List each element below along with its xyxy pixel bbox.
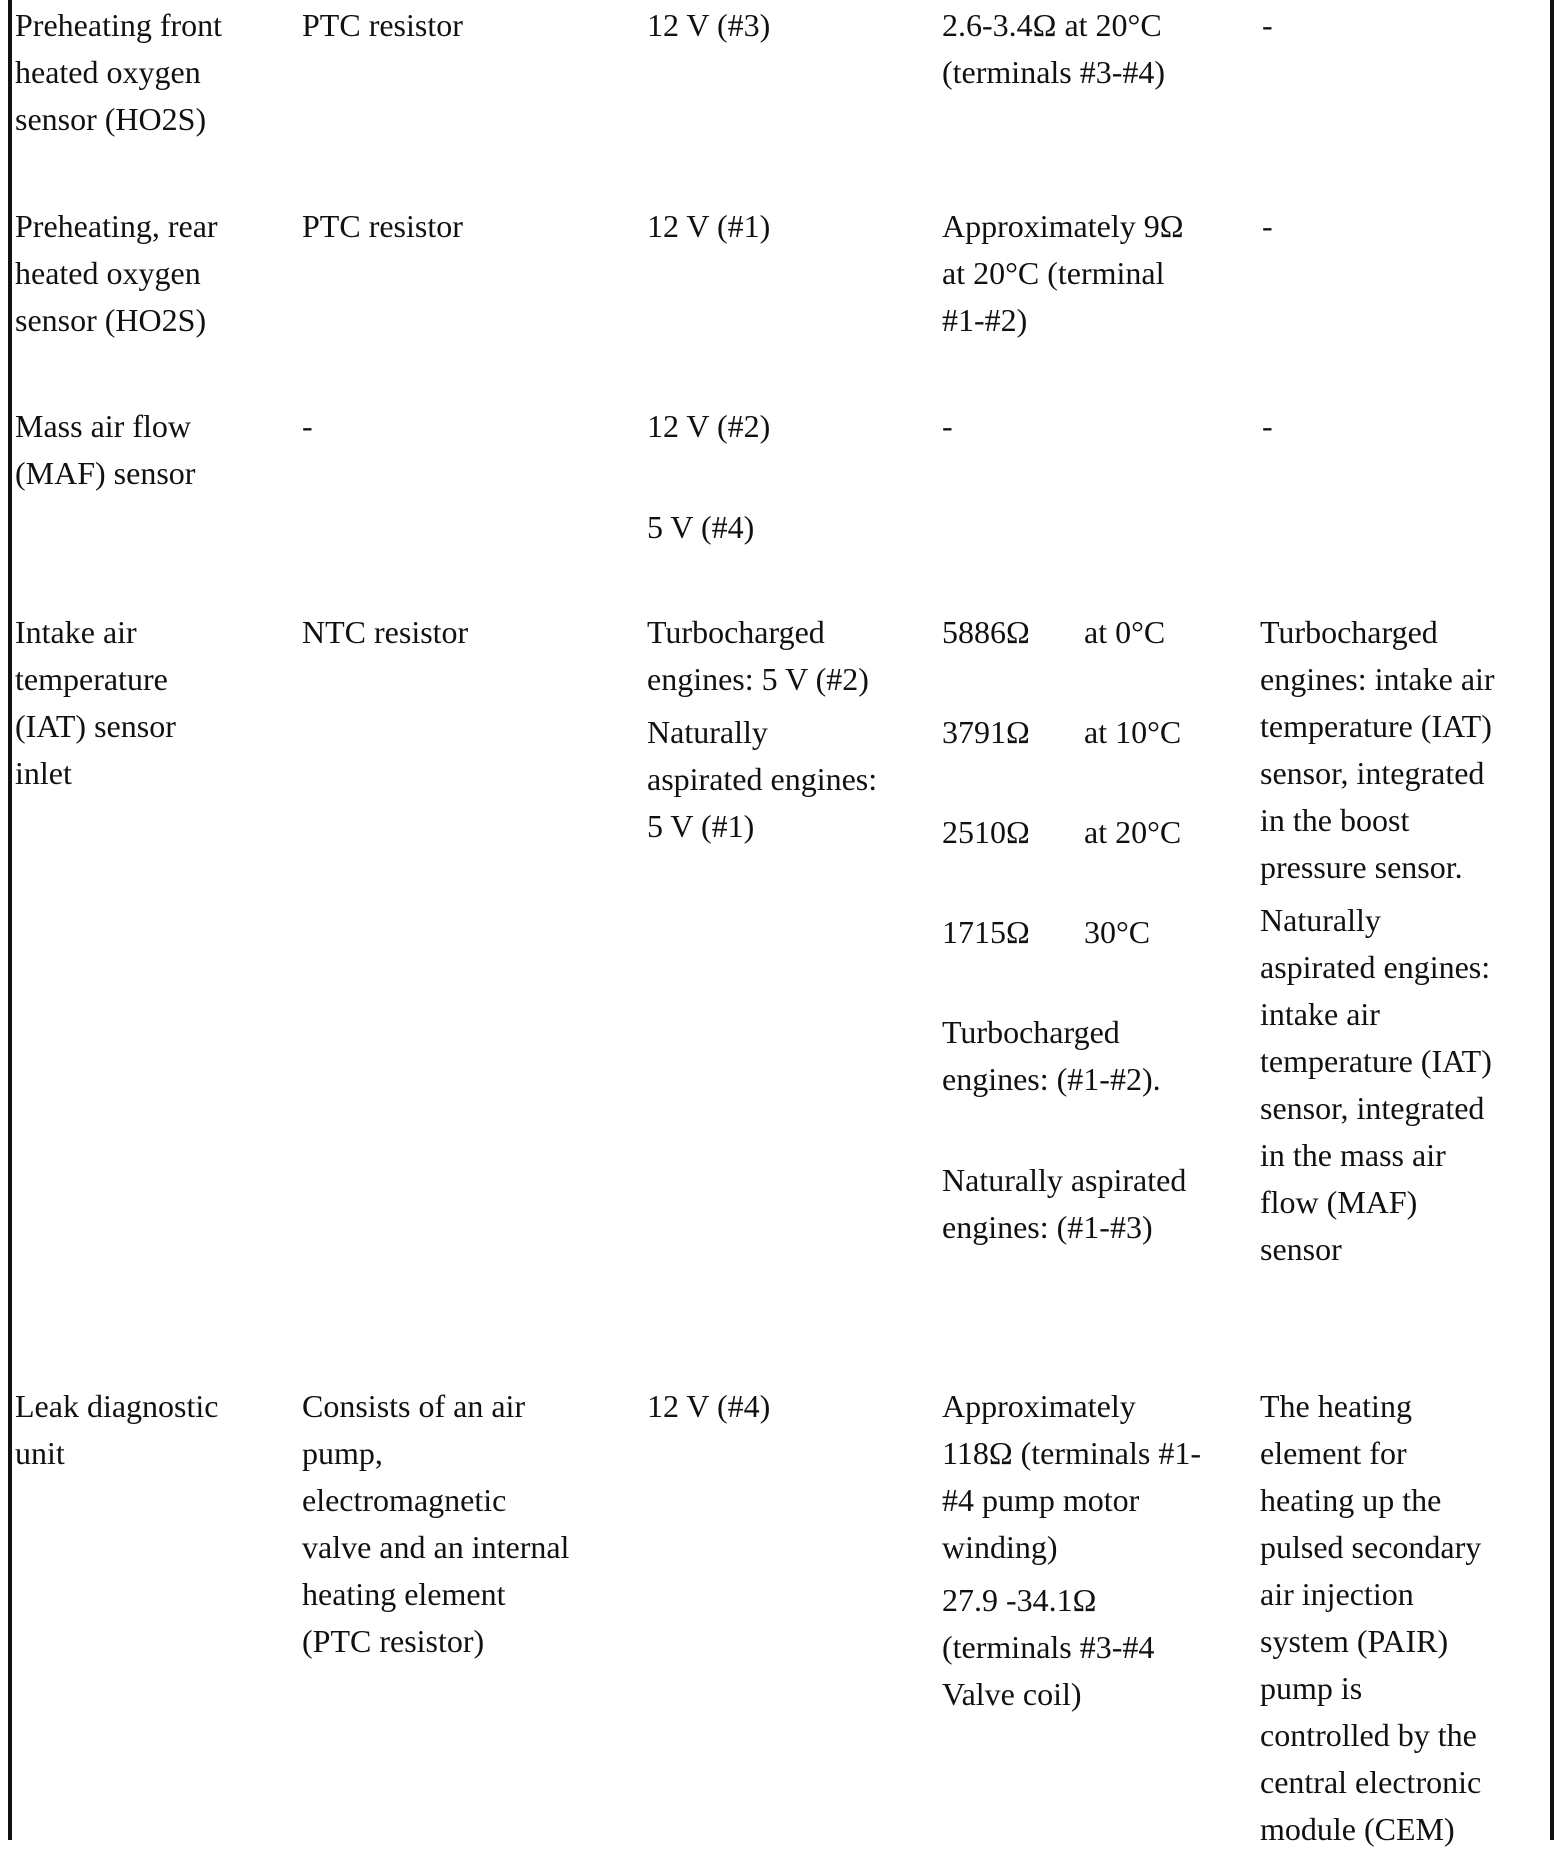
voltage-cell: 12 V (#1) <box>647 208 771 244</box>
resistance-na: Naturally aspirated engines: (#1-#3) <box>942 1162 1187 1245</box>
note-cell: Turbocharged engines: intake air temperature (IAT) sensor, integrated in the boost pressure sensor. Naturally aspirated engines: intake air temperature (IAT) sensor, integrated in the mass air flow (MAF) sensor <box>1260 614 1495 1267</box>
resistance-cell: Approximately 118Ω (terminals #1- #4 pump motor winding) 27.9 -34.1Ω (terminals #3-#4 Valve coil) <box>942 1388 1201 1712</box>
type-cell: PTC resistor <box>302 7 463 43</box>
resistance-turbo: Turbocharged engines: (#1-#2). <box>942 1014 1161 1097</box>
type-cell: Consists of an air pump, electromagnetic valve and an internal heating element (PTC resistor) <box>302 1388 570 1659</box>
component-cell: Preheating, rear heated oxygen sensor (HO2S) <box>15 208 218 338</box>
note-cell: - <box>1262 7 1273 43</box>
component-cell: Leak diagnostic unit <box>15 1388 219 1471</box>
resistance-cell: Approximately 9Ω at 20°C (terminal #1-#2) <box>942 208 1184 338</box>
resistance-cell: - <box>942 408 953 444</box>
component-cell: Mass air flow (MAF) sensor <box>15 408 196 491</box>
note-cell: The heating element for heating up the pulsed secondary air injection system (PAIR) pump is controlled by the central electronic module (CEM) <box>1260 1388 1482 1847</box>
type-cell: PTC resistor <box>302 208 463 244</box>
note-cell: - <box>1262 408 1273 444</box>
voltage-cell: 12 V (#3) <box>647 7 771 43</box>
resistance-cell: 2.6-3.4Ω at 20°C (terminals #3-#4) <box>942 7 1166 90</box>
note-cell: - <box>1262 208 1273 244</box>
table-right-border <box>1550 0 1554 1840</box>
type-cell: NTC resistor <box>302 614 469 650</box>
table-left-border <box>8 0 12 1840</box>
resistance-pair: 5886Ω at 0°C <box>942 614 1166 650</box>
resistance-pair: 3791Ω at 10°C <box>942 714 1182 750</box>
component-cell: Intake air temperature (IAT) sensor inlet <box>15 614 176 791</box>
resistance-pair: 2510Ω at 20°C <box>942 814 1182 850</box>
resistance-pair: 1715Ω 30°C <box>942 914 1151 950</box>
voltage-cell: Turbocharged engines: 5 V (#2) Naturally aspirated engines: 5 V (#1) <box>647 614 878 844</box>
voltage-cell: 12 V (#2) 5 V (#4) <box>647 408 771 545</box>
component-cell: Preheating front heated oxygen sensor (HO2S) <box>15 7 223 137</box>
type-cell: - <box>302 408 313 444</box>
voltage-cell: 12 V (#4) <box>647 1388 771 1424</box>
